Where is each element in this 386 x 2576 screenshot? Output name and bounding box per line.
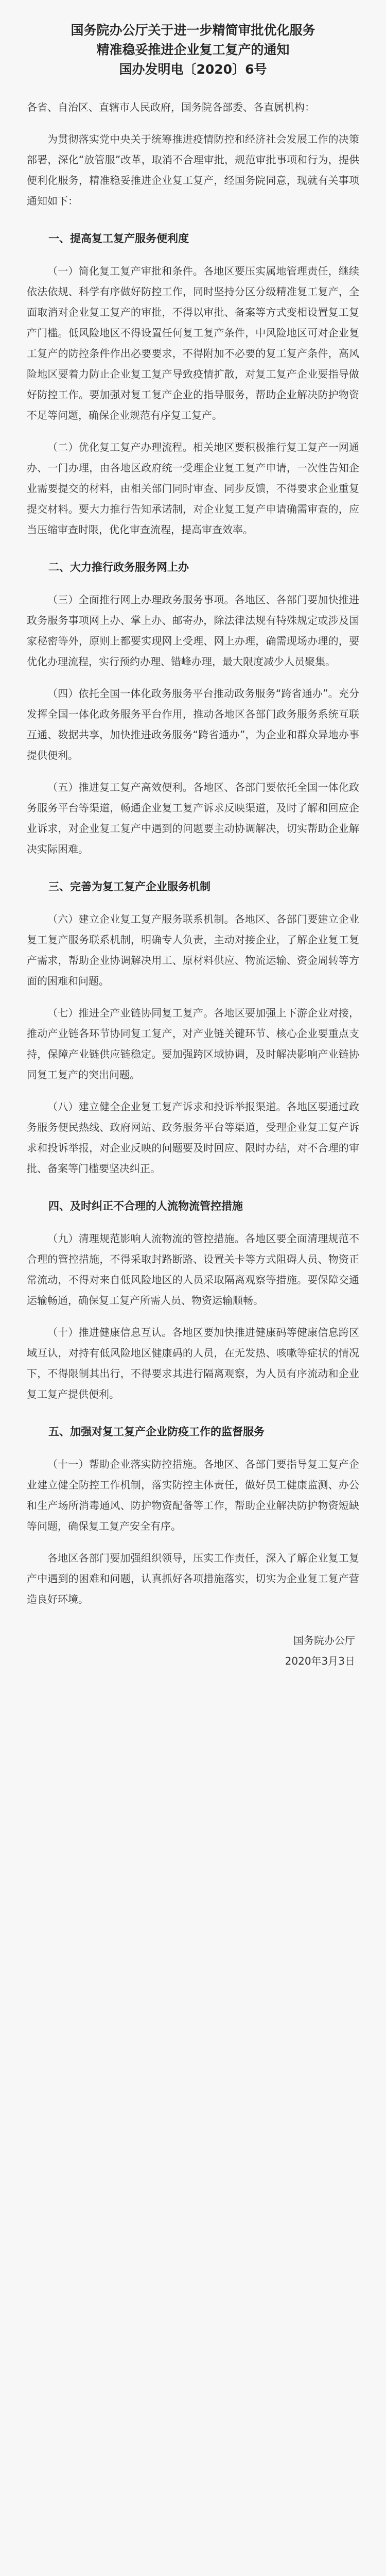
title-line-1: 国务院办公厅关于进一步精简审批优化服务: [71, 23, 315, 38]
section-heading: 五、加强对复工复产企业防疫工作的监督服务: [48, 1426, 265, 1438]
section-heading: 三、完善为复工复产企业服务机制: [48, 880, 210, 893]
paragraph: （十一）帮助企业落实防控措施。各地区、各部门要指导复工复产企业建立健全防控工作机制，落实防控主体责任，做好员工健康监测、办公和生产场所消毒通风、防护物资配备等工作，帮助企业解决防护物资短缺等问题，确保复工复产安全有序。: [27, 1458, 359, 1532]
issue-date: 2020年3月3日: [285, 1655, 355, 1667]
paragraph: （八）建立健全企业复工复产诉求和投诉举报渠道。各地区要通过政务服务便民热线、政府网站、政务服务平台等渠道，受理企业复工复产诉求和投诉举报，对企业反映的问题要及时回应、限时办结，对不合理的审批、备案等门槛要坚决纠正。: [27, 1100, 359, 1175]
section-5: [27, 1422, 359, 1609]
paragraph: （十）推进健康信息互认。各地区要加快推进健康码等健康信息跨区域互认，对持有低风险地区健康码的人员，在无发热、咳嗽等症状的情况下，不得限制其出行，不得要求其进行隔离观察，为人员有序流动和企业复工复产提供便利。: [27, 1326, 359, 1400]
salutation: 各省、自治区、直辖市人民政府，国务院各部委、各直属机构：: [27, 101, 315, 113]
section-heading: 一、提高复工复产服务便利度: [48, 232, 189, 245]
paragraph: （四）依托全国一体化政务服务平台推动政务服务“跨省通办”。充分发挥全国一体化政务服务平台作用，推动各地区各部门政务服务系统互联互通、数据共享，加快推进政务服务“跨省通办”，为企业和群众异地办事提供便利。: [27, 687, 359, 761]
document-title: [27, 21, 359, 79]
intro-paragraph: 为贯彻落实党中央关于统筹推进疫情防控和经济社会发展工作的决策部署，深化“放管服”改革，取消不合理审批，规范审批事项和行为，提供便利化服务，精准稳妥推进企业复工复产，经国务院同意，现就有关事项通知如下：: [27, 133, 359, 207]
signature-block: [27, 1630, 359, 1671]
title-line-2: 精准稳妥推进企业复工复产的通知: [96, 42, 290, 57]
paragraph: （三）全面推行网上办理政务服务事项。各地区、各部门要加快推进政务服务事项网上办、掌上办、邮寄办，除法律法规有特殊规定或涉及国家秘密等外，原则上都要实现网上受理、网上办理，确需现场办理的，要优化办理流程，实行预约办理、错峰办理，最大限度减少人员聚集。: [27, 594, 359, 668]
paragraph: （二）优化复工复产办理流程。相关地区要积极推行复工复产一网通办、一门办理，由各地区政府统一受理企业复工复产申请，一次性告知企业需要提交的材料，由相关部门同时审查、同步反馈，不得要求企业重复提交材料。要大力推行告知承诺制，对企业复工复产申请确需审查的，应当压缩审查时限，优化审查流程，提高审查效率。: [27, 441, 359, 536]
paragraph: （七）推进全产业链协同复工复产。各地区要加强上下游企业对接，推动产业链各环节协同复工复产，对产业链关键环节、核心企业要重点支持，保障产业链供应链稳定。要加强跨区域协调，及时解决影响产业链协同复工复产的突出问题。: [27, 1007, 359, 1081]
paragraph: （九）清理规范影响人流物流的管控措施。各地区要全面清理规范不合理的管控措施，不得采取封路断路、设置关卡等方式阻碍人员、物资正常流动，不得对来自低风险地区的人员采取隔离观察等措施。要保障交通运输畅通，确保复工复产所需人员、物资运输顺畅。: [27, 1232, 359, 1307]
paragraph: 各地区各部门要加强组织领导，压实工作责任，深入了解企业复工复产中遇到的困难和问题，认真抓好各项措施落实，切实为企业复工复产营造良好环境。: [27, 1552, 359, 1605]
section-4: [27, 1196, 359, 1404]
document-number: 国办发明电〔2020〕6号: [119, 62, 267, 77]
section-3: [27, 877, 359, 1179]
section-heading: 四、及时纠正不合理的人流物流管控措施: [48, 1200, 243, 1212]
section-1: [27, 229, 359, 540]
paragraph: （六）建立企业复工复产服务联系机制。各地区、各部门要建立企业复工复产服务联系机制，明确专人负责，主动对接企业，了解企业复工复产需求，帮助企业协调解决用工、原材料供应、物流运输、资金周转等方面的困难和问题。: [27, 913, 359, 987]
section-2: [27, 557, 359, 859]
paragraph: （五）推进复工复产高效便利。各地区、各部门要依托全国一体化政务服务平台等渠道，畅通企业复工复产诉求反映渠道，及时了解和回应企业诉求，对企业复工复产中遇到的问题要主动协调解决，切实帮助企业解决实际困难。: [27, 781, 359, 855]
issuer: 国务院办公厅: [293, 1634, 355, 1647]
paragraph: （一）简化复工复产审批和条件。各地区要压实属地管理责任，继续依法依规、科学有序做好防控工作，同时坚持分区分级精准复工复产，全面取消对企业复工复产的审批，不得以审批、备案等方式变相设置复工复产门槛。低风险地区不得设置任何复工复产条件，中风险地区可对企业复工复产的防控条件作出必要要求，不得附加不必要的复工复产条件，高风险地区要着力防止企业复工复产导致疫情扩散，对复工复产企业要指导做好防控工作。要加强对复工复产企业的指导服务，帮助企业解决防护物资不足等问题，确保企业规范有序复工复产。: [27, 265, 359, 421]
section-heading: 二、大力推行政务服务网上办: [48, 561, 189, 573]
